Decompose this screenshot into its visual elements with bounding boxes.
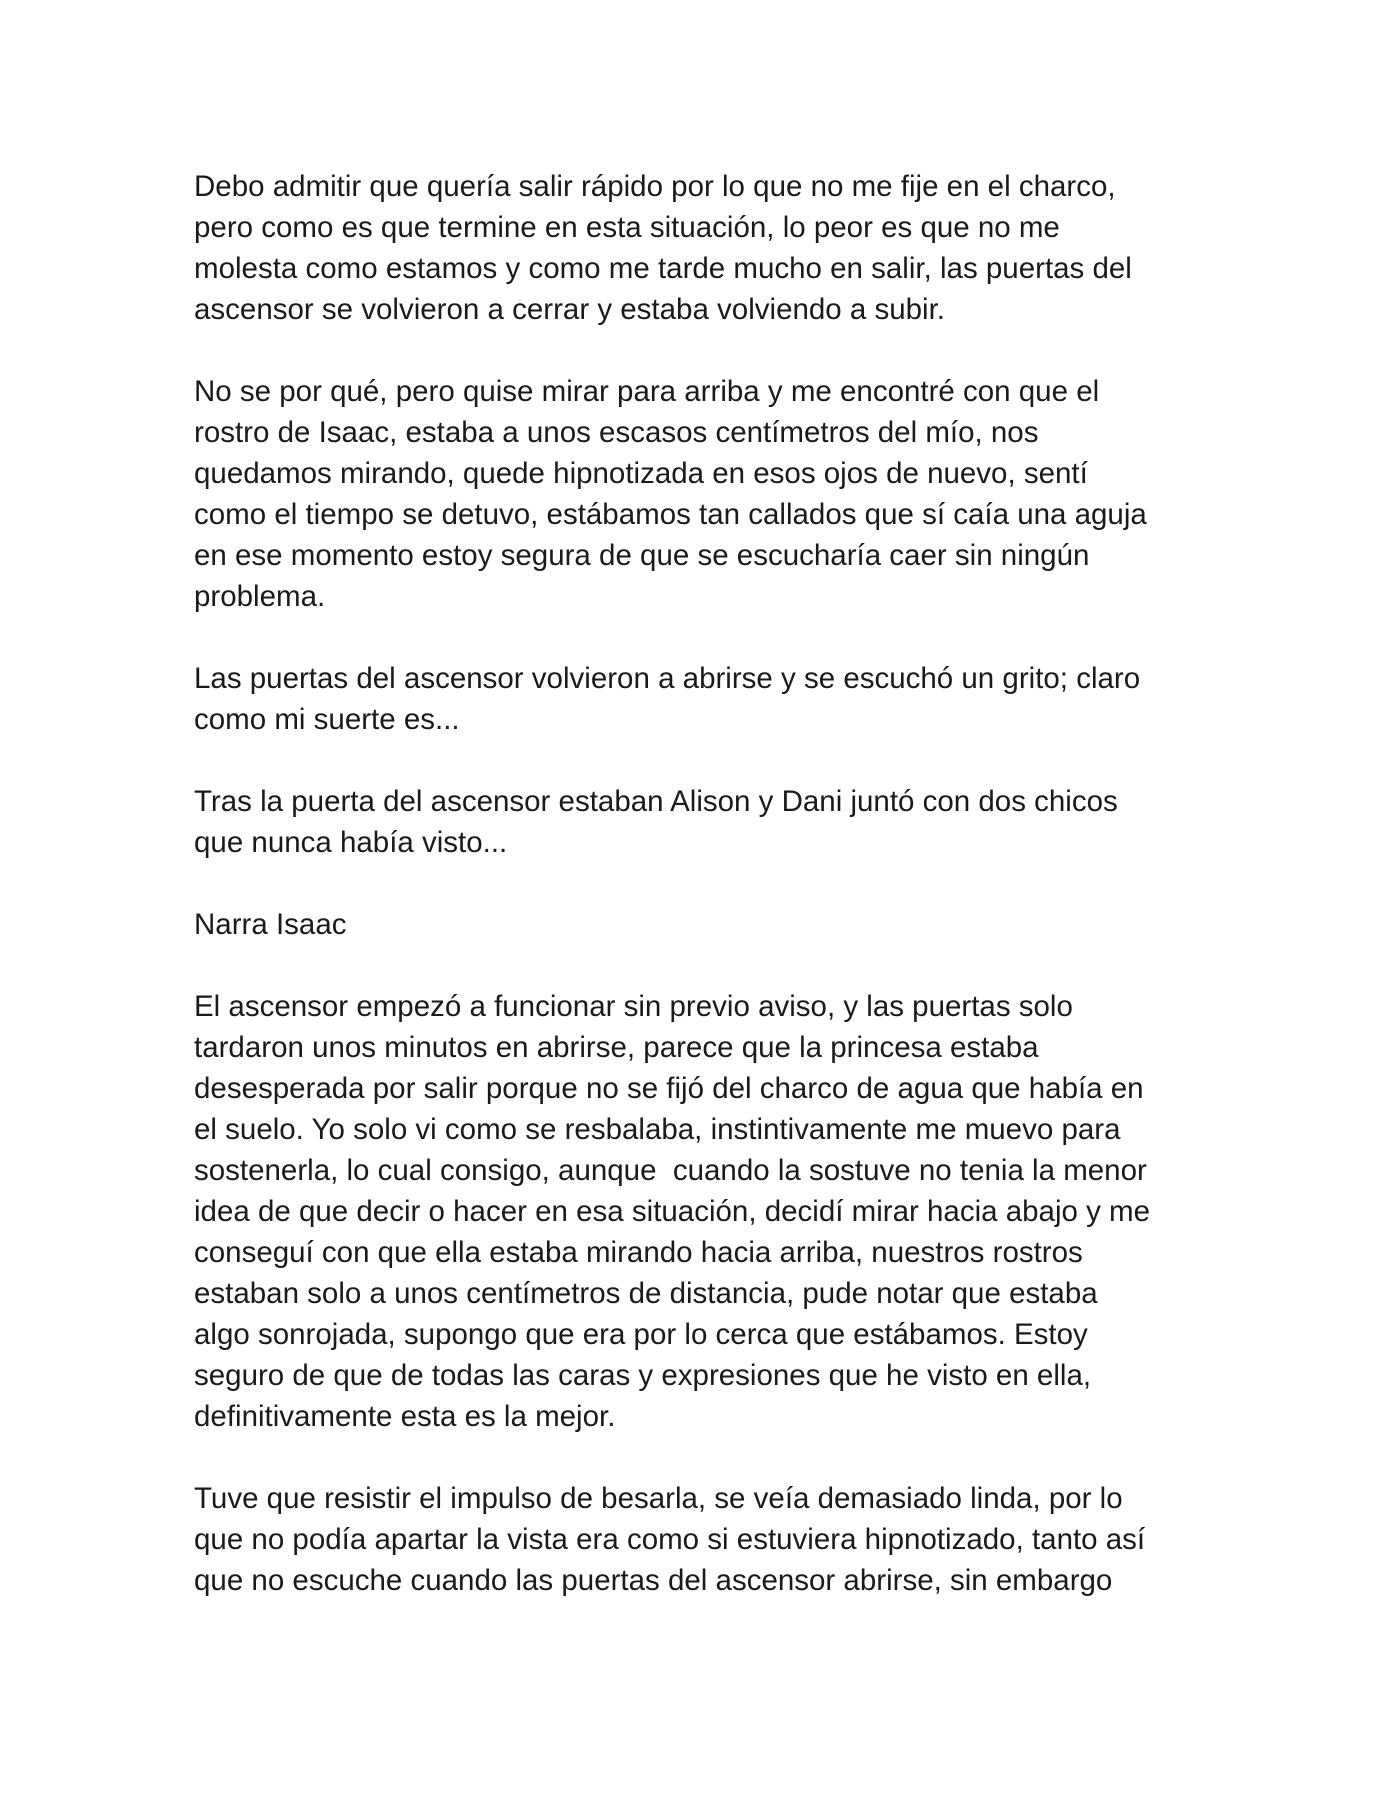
paragraph-1: [194, 166, 1214, 330]
text-line: quedamos mirando, quede hipnotizada en esos ojos de nuevo, sentí: [194, 457, 1088, 490]
text-line: molesta como estamos y como me tarde mucho en salir, las puertas del: [194, 252, 1132, 285]
text-line: desesperada por salir porque no se fijó del charco de agua que había en: [194, 1072, 1144, 1105]
text-line: que no escuche cuando las puertas del ascensor abrirse, sin embargo: [194, 1564, 1113, 1597]
text-line: tardaron unos minutos en abrirse, parece que la princesa estaba: [194, 1031, 1039, 1064]
paragraph-3: [194, 658, 1214, 740]
text-line: El ascensor empezó a funcionar sin previo aviso, y las puertas solo: [194, 990, 1073, 1023]
text-line: seguro de que de todas las caras y expresiones que he visto en ella,: [194, 1359, 1092, 1392]
paragraph-7: [194, 1478, 1214, 1601]
text-line: Debo admitir que quería salir rápido por lo que no me fije en el charco,: [194, 170, 1116, 203]
paragraph-4: [194, 781, 1214, 863]
text-line: rostro de Isaac, estaba a unos escasos centímetros del mío, nos: [194, 416, 1039, 449]
text-line: conseguí con que ella estaba mirando hacia arriba, nuestros rostros: [194, 1236, 1083, 1269]
text-line: Tuve que resistir el impulso de besarla, se veía demasiado linda, por lo: [194, 1482, 1123, 1515]
text-line: en ese momento estoy segura de que se escucharía caer sin ningún: [194, 539, 1090, 572]
section-heading-narra-isaac: [194, 904, 1214, 945]
text-line: como mi suerte es...: [194, 703, 460, 736]
text-line: el suelo. Yo solo vi como se resbalaba, instintivamente me muevo para: [194, 1113, 1121, 1146]
text-line: algo sonrojada, supongo que era por lo cerca que estábamos. Estoy: [194, 1318, 1088, 1351]
text-line: estaban solo a unos centímetros de distancia, pude notar que estaba: [194, 1277, 1098, 1310]
paragraph-2: [194, 371, 1214, 617]
text-line: problema.: [194, 580, 326, 613]
text-line: Tras la puerta del ascensor estaban Alison y Dani juntó con dos chicos: [194, 785, 1118, 818]
text-line: Las puertas del ascensor volvieron a abrirse y se escuchó un grito; claro: [194, 662, 1141, 695]
text-line: Narra Isaac: [194, 908, 347, 941]
text-line: No se por qué, pero quise mirar para arriba y me encontré con que el: [194, 375, 1100, 408]
text-line: como el tiempo se detuvo, estábamos tan callados que sí caía una aguja: [194, 498, 1147, 531]
text-line: definitivamente esta es la mejor.: [194, 1400, 616, 1433]
document-body: [194, 166, 1214, 1642]
text-line: que nunca había visto...: [194, 826, 508, 859]
paragraph-6: [194, 986, 1214, 1437]
text-line: idea de que decir o hacer en esa situación, decidí mirar hacia abajo y me: [194, 1195, 1151, 1228]
text-line: que no podía apartar la vista era como si estuviera hipnotizado, tanto así: [194, 1523, 1146, 1556]
text-line: ascensor se volvieron a cerrar y estaba volviendo a subir.: [194, 293, 945, 326]
text-line: pero como es que termine en esta situación, lo peor es que no me: [194, 211, 1060, 244]
text-line: sostenerla, lo cual consigo, aunque cuando la sostuve no tenia la menor: [194, 1154, 1147, 1187]
